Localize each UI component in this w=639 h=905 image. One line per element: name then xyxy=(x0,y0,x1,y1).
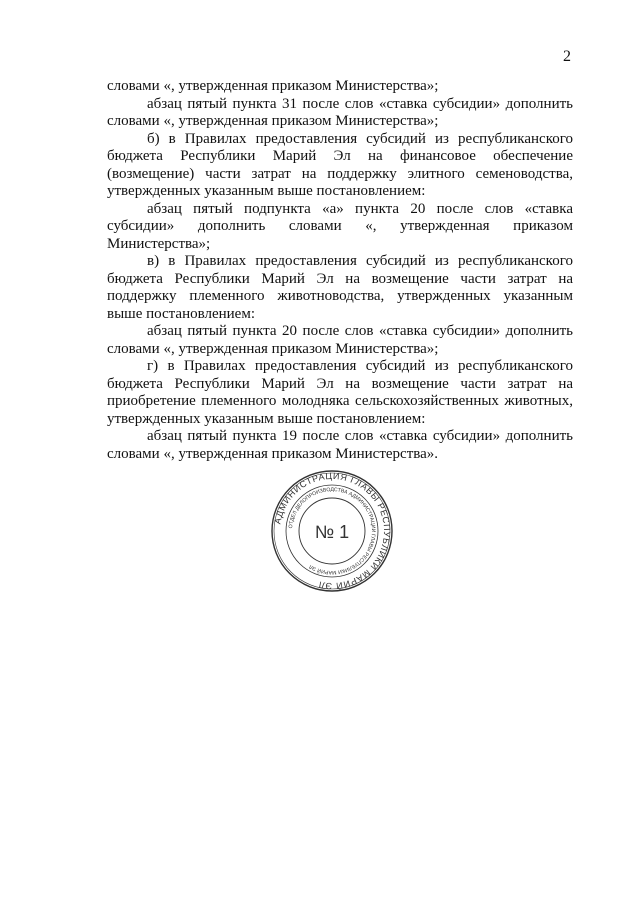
page-number: 2 xyxy=(563,48,571,65)
paragraph: абзац пятый подпункта «а» пункта 20 после слов «ставка субсидии» дополнить словами «, утвержденная приказом Министерства»; xyxy=(107,200,573,252)
official-stamp xyxy=(270,469,394,593)
stamp-outer-text: АДМИНИСТРАЦИЯ ГЛАВЫ РЕСПУБЛИКИ МАРИЙ ЭЛ xyxy=(272,470,393,592)
paragraph: абзац пятый пункта 19 после слов «ставка субсидии» дополнить словами «, утвержденная приказом Министерства». xyxy=(107,428,573,462)
stamp-seal xyxy=(270,469,394,593)
paragraph: б) в Правилах предоставления субсидий из республиканского бюджета Республики Марий Эл на финансовое обеспечение (возмещение) части затрат на поддержку элитного семеноводства, утвержденных указанным выше постановлением: xyxy=(107,130,573,199)
paragraph: абзац пятый пункта 31 после слов «ставка субсидии» дополнить словами «, утвержденная приказом Министерства»; xyxy=(107,95,573,129)
stamp-number: № 1 xyxy=(314,522,350,542)
paragraph: абзац пятый пункта 20 после слов «ставка субсидии» дополнить словами «, утвержденная приказом Министерства»; xyxy=(107,323,573,357)
document-body xyxy=(107,78,573,463)
stamp-inner-text: ОТДЕЛ ДЕЛОПРОИЗВОДСТВА АДМИНИСТРАЦИИ ГЛАВЫ РЕСПУБЛИКИ МАРИЙ ЭЛ xyxy=(288,486,377,576)
paragraph: в) в Правилах предоставления субсидий из республиканского бюджета Республики Марий Эл на возмещение части затрат на поддержку племенного животноводства, утвержденных указанным выше постановлением: xyxy=(107,253,573,322)
paragraph: г) в Правилах предоставления субсидий из республиканского бюджета Республики Марий Эл на возмещение части затрат на приобретение племенного молодняка сельскохозяйственных животных, утвержденных указанным выше постановлением: xyxy=(107,358,573,427)
paragraph: словами «, утвержденная приказом Министерства»; xyxy=(107,78,439,94)
